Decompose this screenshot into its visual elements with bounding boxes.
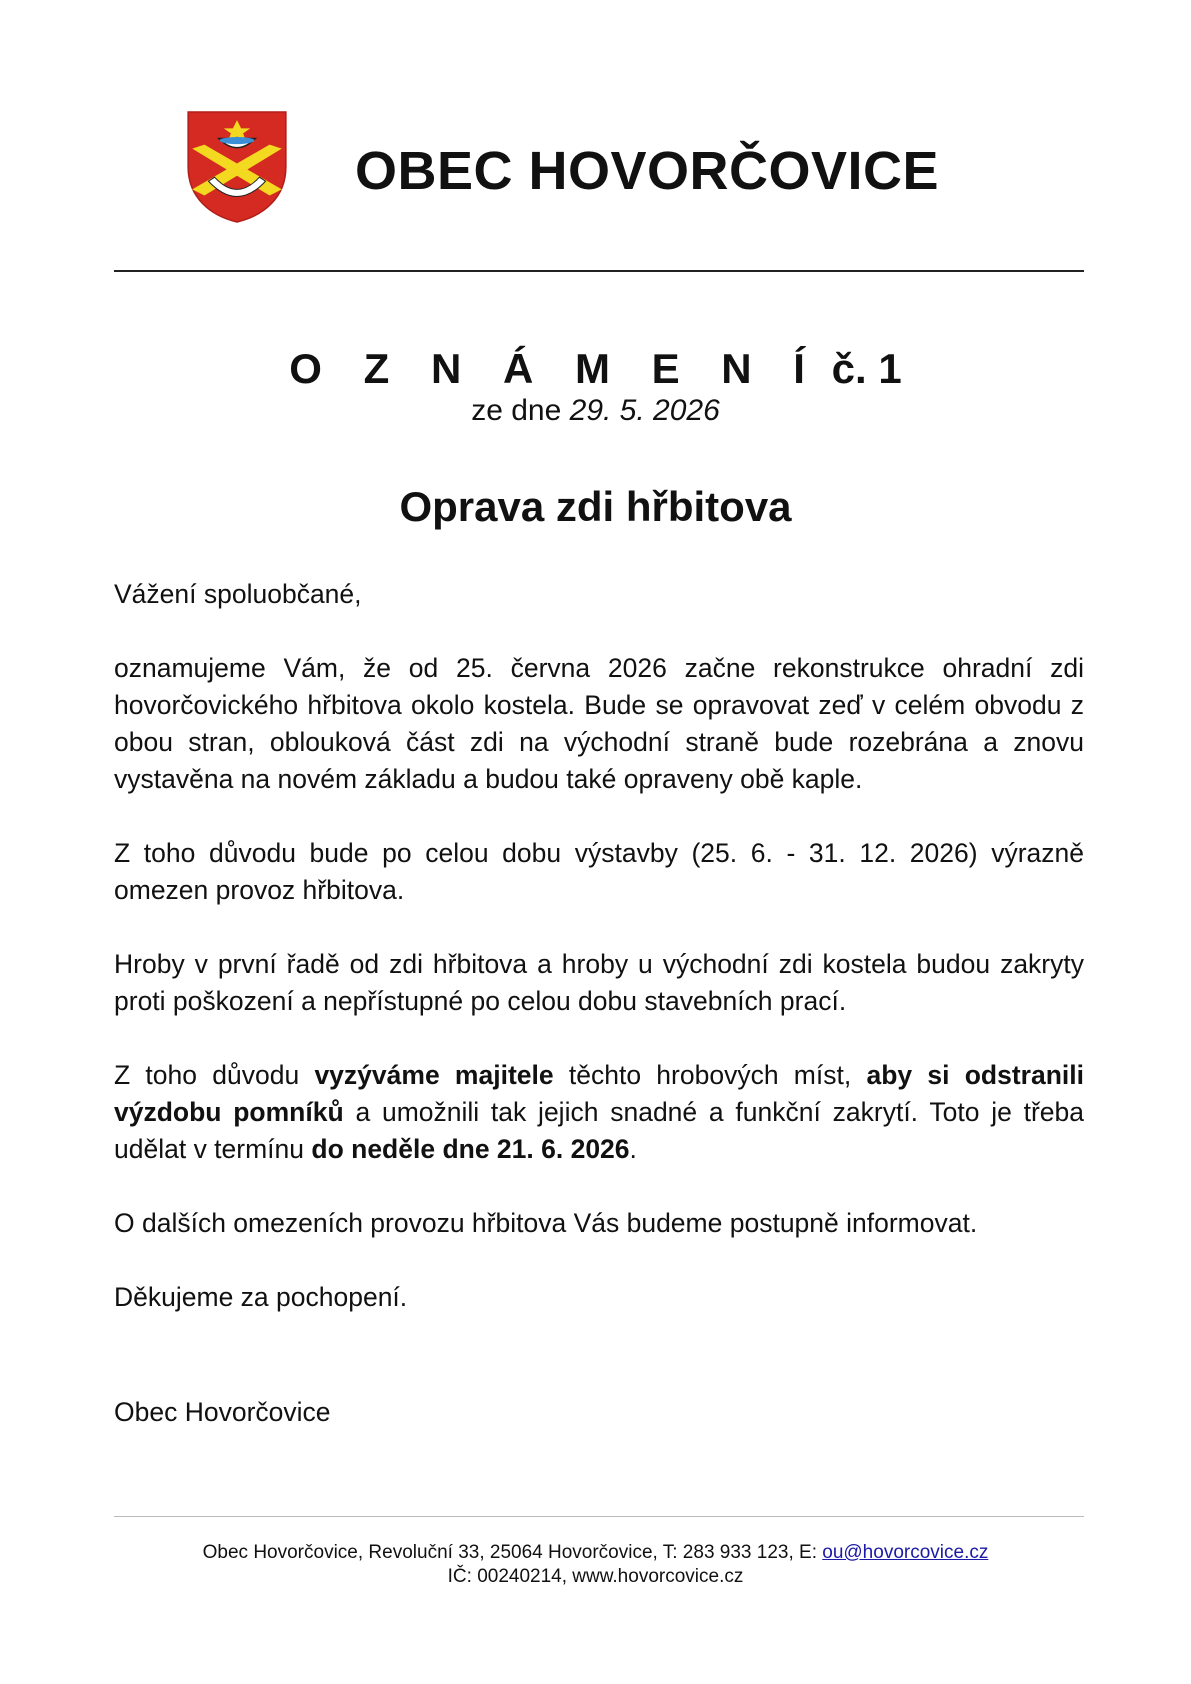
paragraph-call-to-owners xyxy=(114,1057,1084,1168)
footer xyxy=(0,1541,1191,1589)
announcement-number: č. 1 xyxy=(831,345,902,392)
announcement-title-word: O Z N Á M E N Í xyxy=(289,345,820,392)
footer-email-link[interactable]: ou@hovorcovice.cz xyxy=(822,1542,989,1563)
paragraph-graves: Hroby v první řadě od zdi hřbitova a hroby u východní zdi kostela budou zakryty proti poškození a nepřístupné po celou dobu stavebních prací. xyxy=(114,949,1084,1016)
paragraph-further-info: O dalších omezeních provozu hřbitova Vás budeme postupně informovat. xyxy=(114,1208,978,1238)
announcement-subject: Oprava zdi hřbitova xyxy=(399,483,792,530)
p4-bold-deadline: do neděle dne 21. 6. 2026 xyxy=(311,1134,630,1164)
municipality-name: OBEC HOVORČOVICE xyxy=(355,141,940,201)
footer-divider xyxy=(114,1516,1084,1517)
paragraph-restriction: Z toho důvodu bude po celou dobu výstavby (25. 6. - 31. 12. 2026) výrazně omezen provoz hřbitova. xyxy=(114,838,1084,905)
paragraph-reconstruction: oznamujeme Vám, že od 25. června 2026 začne rekonstrukce ohradní zdi hovorčovického hřbitova okolo kostela. Bude se opravovat zeď v celém obvodu z obou stran, oblouková část zdi na východní straně bude rozebrána a znovu vystavěna na novém základu a budou také opraveny obě kaple. xyxy=(114,653,1084,794)
p4-text-1: Z toho důvodu xyxy=(114,1060,315,1090)
footer-id-web-line: IČ: 00240214, www.hovorcovice.cz xyxy=(447,1566,744,1587)
p4-text-2: těchto hrobových míst, xyxy=(553,1060,867,1090)
signature: Obec Hovorčovice xyxy=(114,1397,331,1427)
p4-text-3: a umožnili tak jejich snadné a funkční zakrytí. Toto je třeba udělat v termínu xyxy=(114,1097,1085,1164)
announcement-date-value: 29. 5. 2026 xyxy=(569,394,720,427)
greeting: Vážení spoluobčané, xyxy=(114,579,362,609)
municipal-crest-icon xyxy=(186,110,288,224)
crest-water xyxy=(220,137,255,144)
p4-bold-remove-decoration: aby si odstranili výzdobu pomníků xyxy=(114,1060,1084,1127)
header-divider xyxy=(114,270,1084,272)
p4-text-4: . xyxy=(629,1134,637,1164)
closing-thanks: Děkujeme za pochopení. xyxy=(114,1282,408,1312)
announcement-date xyxy=(0,394,1191,428)
announcement-date-prefix: ze dne xyxy=(471,394,562,427)
p4-bold-owners: vyzýváme majitele xyxy=(314,1060,554,1090)
footer-contact-line xyxy=(0,1541,1191,1565)
footer-address: Obec Hovorčovice, Revoluční 33, 25064 Hovorčovice, T: 283 933 123, E: xyxy=(202,1542,823,1563)
announcement-title xyxy=(0,345,1191,393)
announcement-body xyxy=(114,576,1084,1353)
